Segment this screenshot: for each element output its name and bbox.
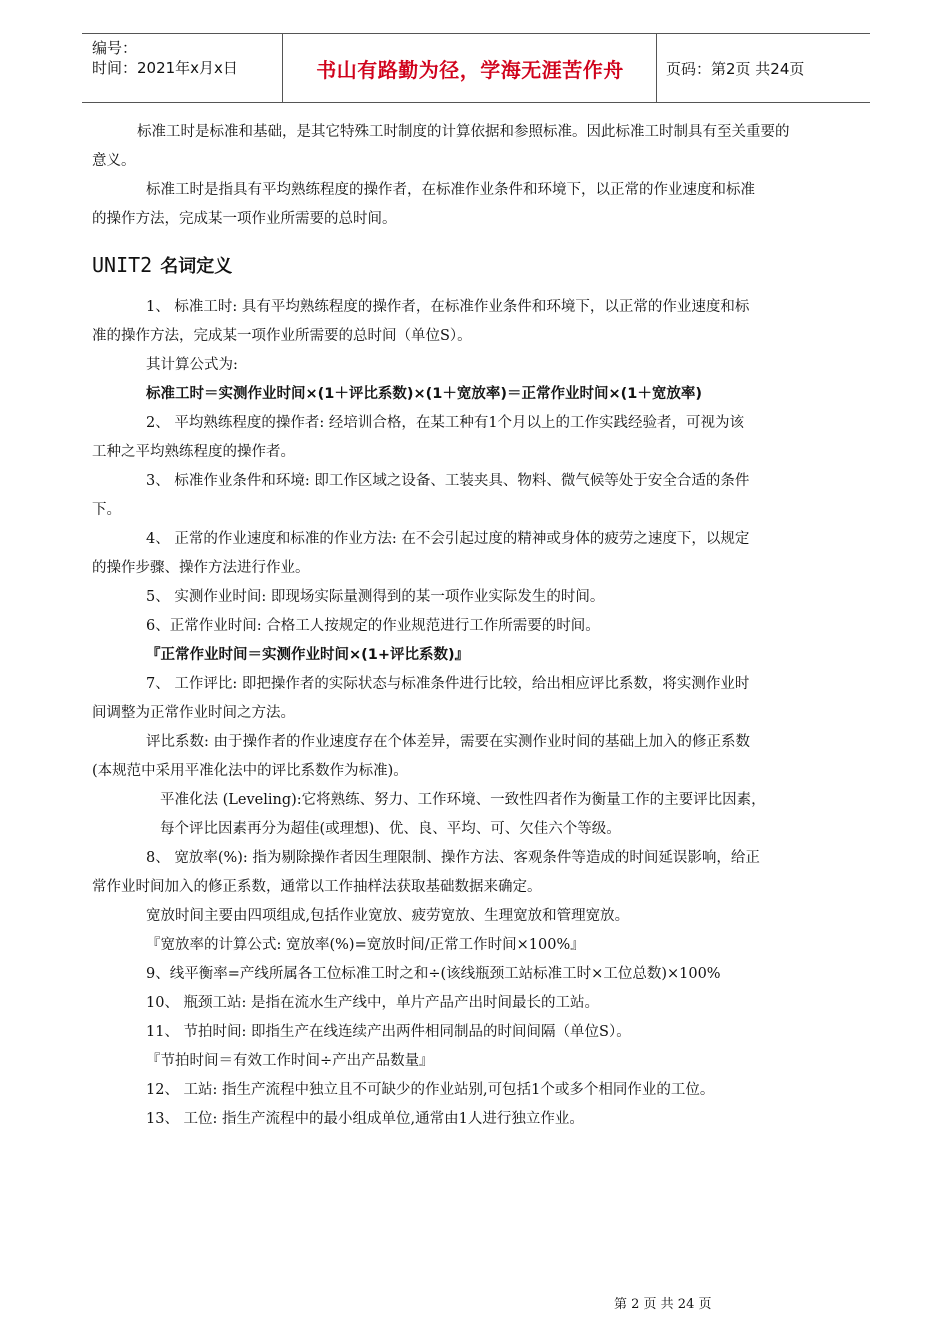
definition-line: 13、 工位: 指生产流程中的最小组成单位,通常由1人进行独立作业。 [146, 1111, 584, 1127]
section-heading [92, 252, 232, 278]
definition-line: 4、 正常的作业速度和标准的作业方法: 在不会引起过度的精神或身体的疲劳之速度下，以规定 [146, 531, 750, 547]
definition-line: 准的操作方法，完成某一项作业所需要的总时间（单位S）。 [92, 328, 472, 344]
definition-line: 5、 实测作业时间: 即现场实际量测得到的某一项作业实际发生的时间。 [146, 589, 605, 605]
definition-line: 每个评比因素再分为超佳(或理想)、优、良、平均、可、欠佳六个等级。 [160, 821, 621, 837]
definition-line: 宽放时间主要由四项组成,包括作业宽放、疲劳宽放、生理宽放和管理宽放。 [146, 908, 630, 924]
definition-line: 下。 [92, 502, 121, 518]
intro-line: 标准工时是标准和基础，是其它特殊工时制度的计算依据和参照标准。因此标准工时制具有至关重要的 [137, 124, 790, 140]
definition-line: 其计算公式为: [146, 357, 238, 373]
definition-line: 12、 工站: 指生产流程中独立且不可缺少的作业站别,可包括1个或多个相同作业的工位。 [146, 1082, 715, 1098]
formula-line: 『节拍时间＝有效工作时间÷产出产品数量』 [146, 1053, 434, 1069]
header-meta [92, 38, 238, 78]
definition-line: 3、 标准作业条件和环境: 即工作区域之设备、工装夹具、物料、微气候等处于安全合适的条件 [146, 473, 750, 489]
formula-line: 标准工时＝实测作业时间×(1＋评比系数)×(1＋宽放率)＝正常作业时间×(1＋宽放率) [146, 386, 702, 402]
intro-line: 标准工时是指具有平均熟练程度的操作者，在标准作业条件和环境下，以正常的作业速度和标准 [146, 182, 755, 198]
time-label: 时间：2021年x月x日 [92, 59, 238, 77]
header-motto: 书山有路勤为径，学海无涯苦作舟 [316, 57, 624, 82]
formula-line: 『宽放率的计算公式: 宽放率(%)=宽放时间/正常工作时间×100%』 [146, 937, 585, 953]
definition-line: 常作业时间加入的修正系数，通常以工作抽样法获取基础数据来确定。 [92, 879, 542, 895]
definition-line: 平准化法 (Leveling):它将熟练、努力、工作环境、一致性四者作为衡量工作的主要评比因素， [160, 792, 766, 808]
definition-line: 10、 瓶颈工站: 是指在流水生产线中，单片产品产出时间最长的工站。 [146, 995, 600, 1011]
header-divider [656, 34, 657, 102]
definition-line: 6、正常作业时间: 合格工人按规定的作业规范进行工作所需要的时间。 [146, 618, 600, 634]
section-title: 名词定义 [160, 256, 233, 277]
definition-line: 的操作步骤、操作方法进行作业。 [92, 560, 310, 576]
definition-line: 评比系数: 由于操作者的作业速度存在个体差异，需要在实测作业时间的基础上加入的修正系数 [146, 734, 750, 750]
definition-line: 2、 平均熟练程度的操作者: 经培训合格，在某工种有1个月以上的工作实践经验者，可视为该 [146, 415, 745, 431]
definition-line: 8、 宽放率(%): 指为剔除操作者因生理限制、操作方法、客观条件等造成的时间延误影响，给正 [146, 850, 760, 866]
definition-line: 9、线平衡率=产线所属各工位标准工时之和÷(该线瓶颈工站标准工时×工位总数)×100% [146, 966, 721, 982]
header-page-info: 页码：第2页 共24页 [666, 59, 805, 78]
number-label: 编号： [92, 39, 138, 57]
section-code: UNIT2 [92, 253, 153, 277]
definition-line: (本规范中采用平准化法中的评比系数作为标准)。 [92, 763, 408, 779]
definition-line: 工种之平均熟练程度的操作者。 [92, 444, 295, 460]
definition-line: 间调整为正常作业时间之方法。 [92, 705, 295, 721]
intro-line: 的操作方法，完成某一项作业所需要的总时间。 [92, 211, 397, 227]
page-header [82, 33, 870, 103]
page-footer: 第 2 页 共 24 页 [614, 1297, 712, 1312]
intro-line: 意义。 [92, 153, 136, 169]
definition-line: 11、 节拍时间: 即指生产在线连续产出两件相同制品的时间间隔（单位S）。 [146, 1024, 631, 1040]
definition-line: 7、 工作评比: 即把操作者的实际状态与标准条件进行比较，给出相应评比系数，将实测作业时 [146, 676, 750, 692]
formula-line: 『正常作业时间＝实测作业时间×(1+评比系数)』 [146, 647, 470, 663]
definition-line: 1、 标准工时: 具有平均熟练程度的操作者，在标准作业条件和环境下，以正常的作业速度和标 [146, 299, 750, 315]
